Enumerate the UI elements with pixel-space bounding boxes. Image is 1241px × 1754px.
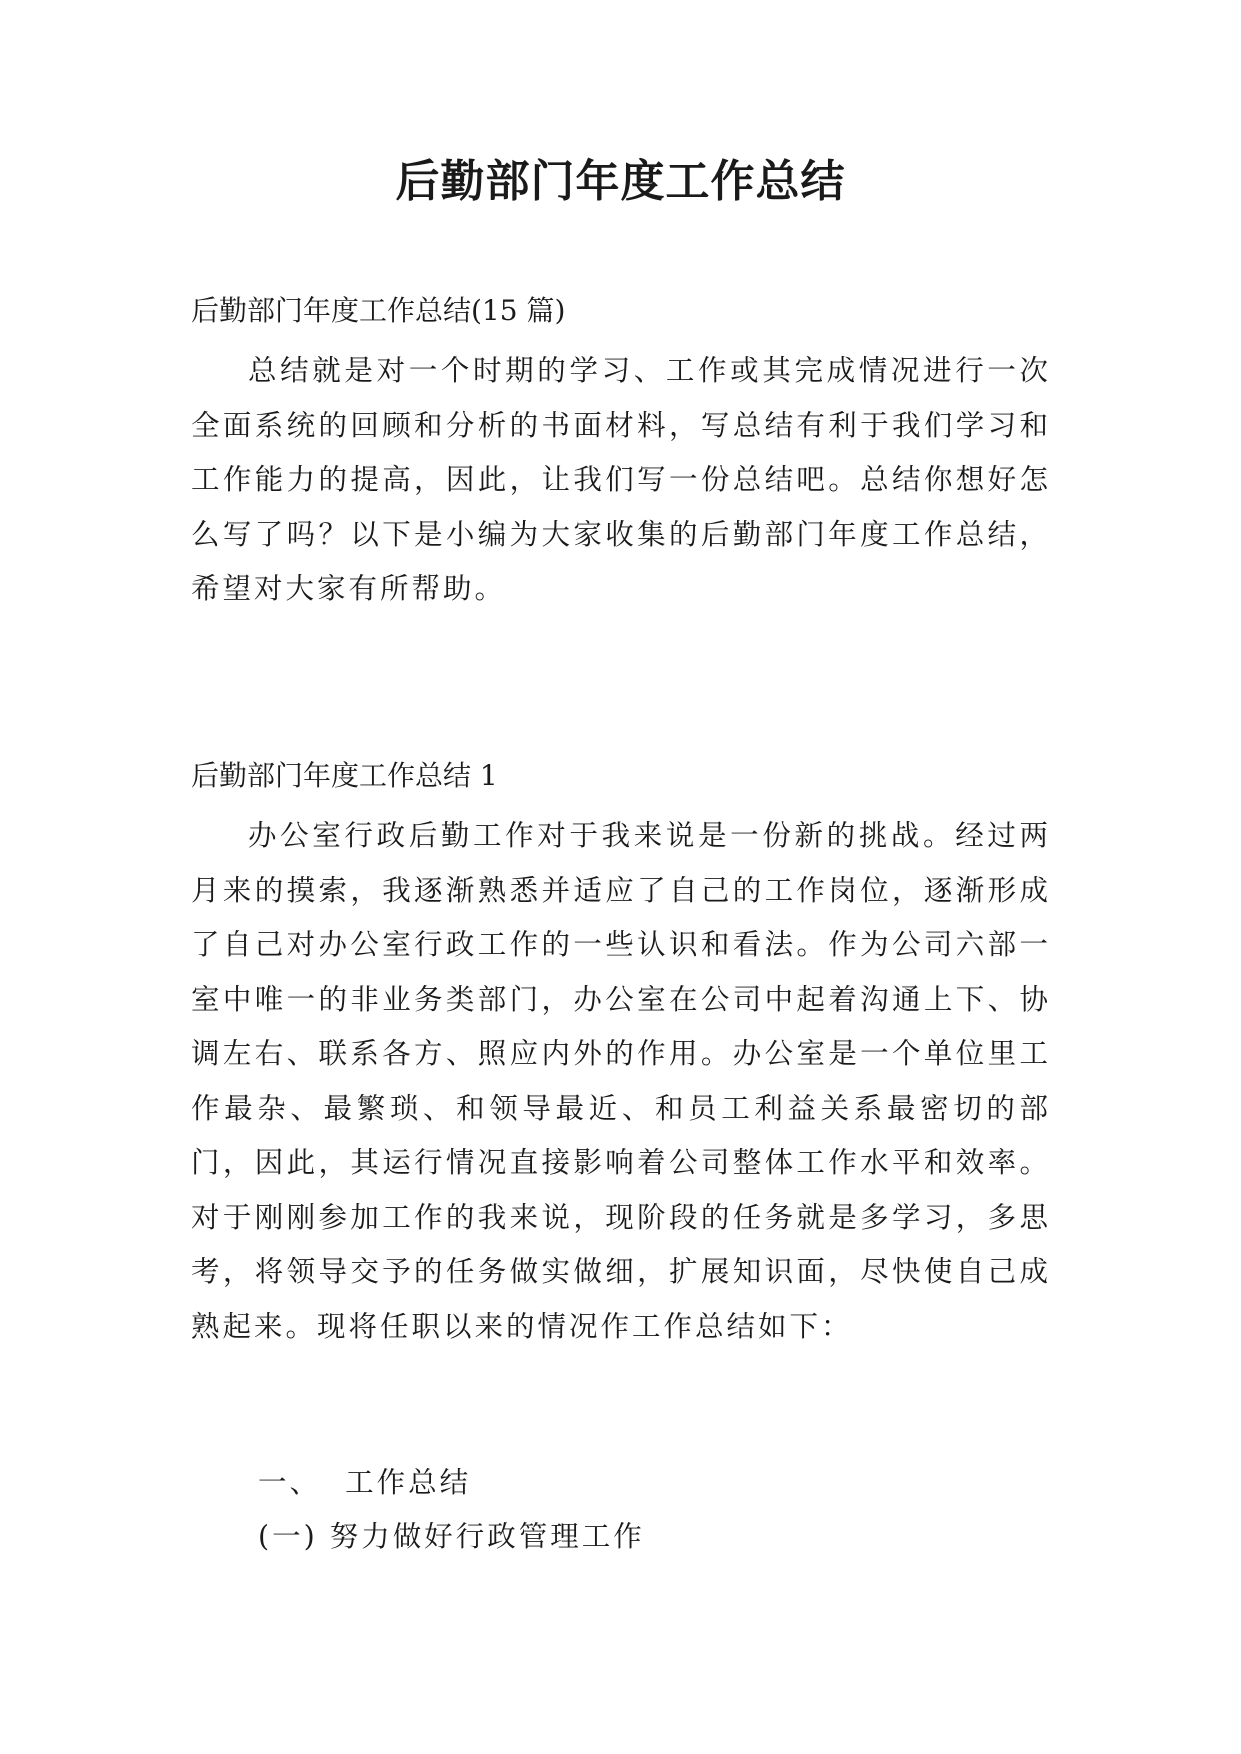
outline-heading-1: 一、 工作总结 bbox=[258, 1466, 472, 1499]
document-title: 后勤部门年度工作总结 bbox=[395, 156, 846, 207]
outline-heading-2: (一) 努力做好行政管理工作 bbox=[258, 1520, 645, 1553]
intro-paragraph: 总结就是对一个时期的学习、工作或其完成情况进行一次全面系统的回顾和分析的书面材料，写总结有利于我们学习和工作能力的提高，因此，让我们写一份总结吧。总结你想好怎么写了吗？以下是小编为大家收集的后勤部门年度工作总结，希望对大家有所帮助。 bbox=[191, 354, 1051, 605]
section-heading: 后勤部门年度工作总结 1 bbox=[191, 759, 498, 792]
document-subtitle: 后勤部门年度工作总结(15 篇) bbox=[191, 294, 566, 327]
body-paragraph: 办公室行政后勤工作对于我来说是一份新的挑战。经过两月来的摸索，我逐渐熟悉并适应了自己的工作岗位，逐渐形成了自己对办公室行政工作的一些认识和看法。作为公司六部一室中唯一的非业务类部门，办公室在公司中起着沟通上下、协调左右、联系各方、照应内外的作用。办公室是一个单位里工作最杂、最繁琐、和领导最近、和员工利益关系最密切的部门，因此，其运行情况直接影响着公司整体工作水平和效率。对于刚刚参加工作的我来说，现阶段的任务就是多学习，多思考，将领导交予的任务做实做细，扩展知识面，尽快使自己成熟起来。现将任职以来的情况作工作总结如下： bbox=[191, 819, 1051, 1343]
